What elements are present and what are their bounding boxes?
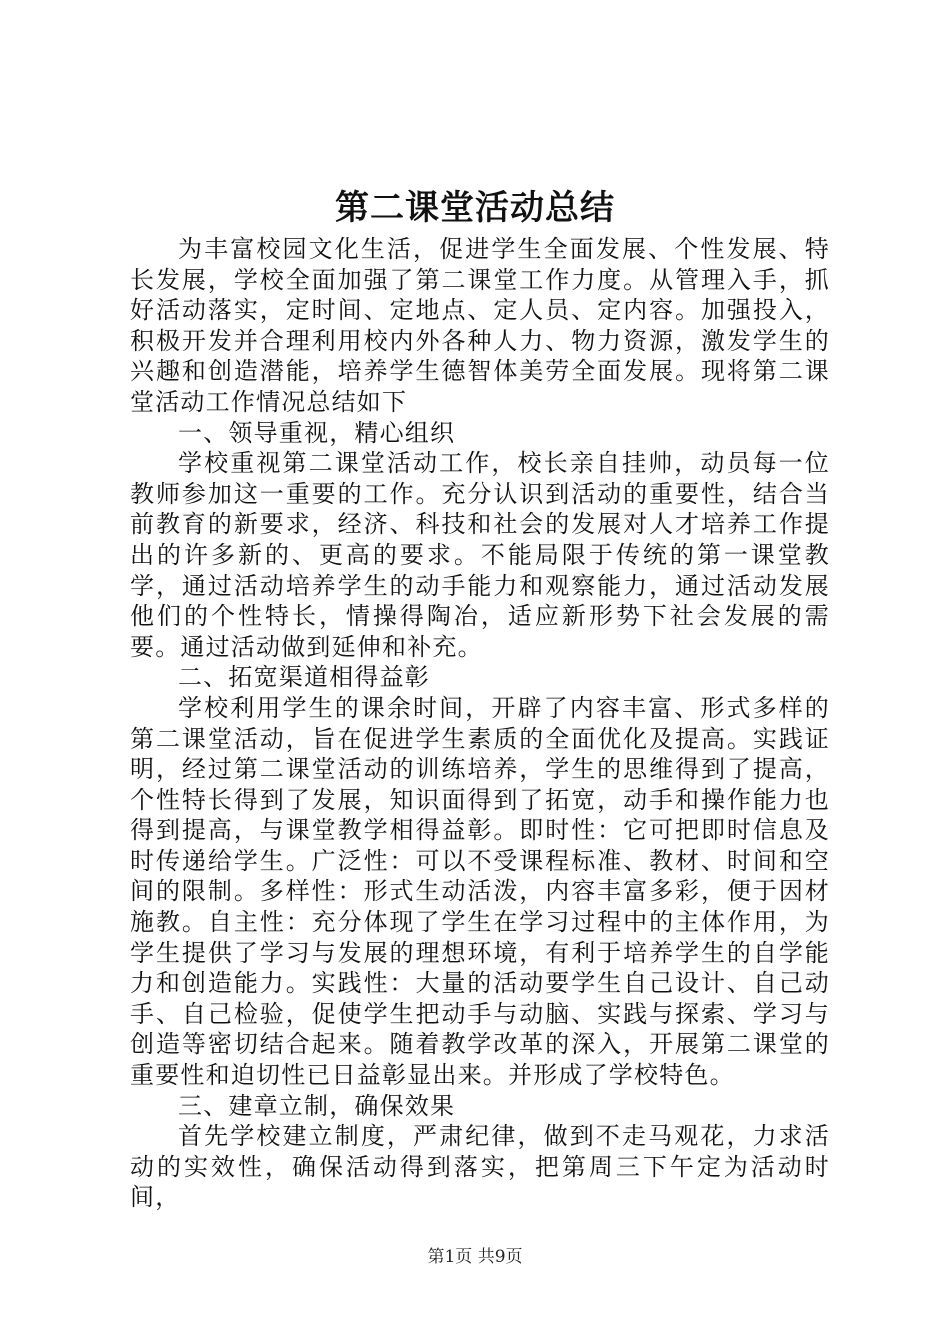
section-heading-2: 二、拓宽渠道相得益彰 (178, 663, 430, 692)
page-number-footer: 第1页 共9页 (427, 1247, 523, 1267)
section-3-paragraph: 首先学校建立制度，严肃纪律，做到不走马观花，力求活动的实效性，确保活动得到落实，把第周三下午定为活动时间， (130, 1122, 830, 1212)
section-heading-3: 三、建章立制，确保效果 (178, 1091, 456, 1120)
document-title: 第二课堂活动总结 (335, 188, 615, 228)
section-heading-1: 一、领导重视，精心组织 (178, 418, 456, 447)
intro-paragraph: 为丰富校园文化生活，促进学生全面发展、个性发展、特长发展，学校全面加强了第二课堂工作力度。从管理入手，抓好活动落实，定时间、定地点、定人员、定内容。加强投入，积极开发并合理利用校内外各种人力、物力资源，激发学生的兴趣和创造潜能，培养学生德智体美劳全面发展。现将第二课堂活动工作情况总结如下 (130, 235, 830, 416)
section-2-paragraph: 学校利用学生的课余时间，开辟了内容丰富、形式多样的第二课堂活动，旨在促进学生素质的全面优化及提高。实践证明，经过第二课堂活动的训练培养，学生的思维得到了提高，个性特长得到了发展，知识面得到了拓宽，动手和操作能力也得到提高，与课堂教学相得益彰。即时性：它可把即时信息及时传递给学生。广泛性：可以不受课程标准、教材、时间和空间的限制。多样性：形式生动活泼，内容丰富多彩，便于因材施教。自主性：充分体现了学生在学习过程中的主体作用，为学生提供了学习与发展的理想环境，有利于培养学生的自学能力和创造能力。实践性：大量的活动要学生自己设计、自己动手、自己检验，促使学生把动手与动脑、实践与探索、学习与创造等密切结合起来。随着教学改革的深入，开展第二课堂的重要性和迫切性已日益彰显出来。并形成了学校特色。 (130, 693, 830, 1090)
section-1-paragraph: 学校重视第二课堂活动工作，校长亲自挂帅，动员每一位教师参加这一重要的工作。充分认识到活动的重要性，结合当前教育的新要求，经济、科技和社会的发展对人才培养工作提出的许多新的、更高的要求。不能局限于传统的第一课堂教学，通过活动培养学生的动手能力和观察能力，通过活动发展他们的个性特长，情操得陶冶，适应新形势下社会发展的需要。通过活动做到延伸和补充。 (130, 449, 830, 661)
document-body (130, 234, 830, 1213)
